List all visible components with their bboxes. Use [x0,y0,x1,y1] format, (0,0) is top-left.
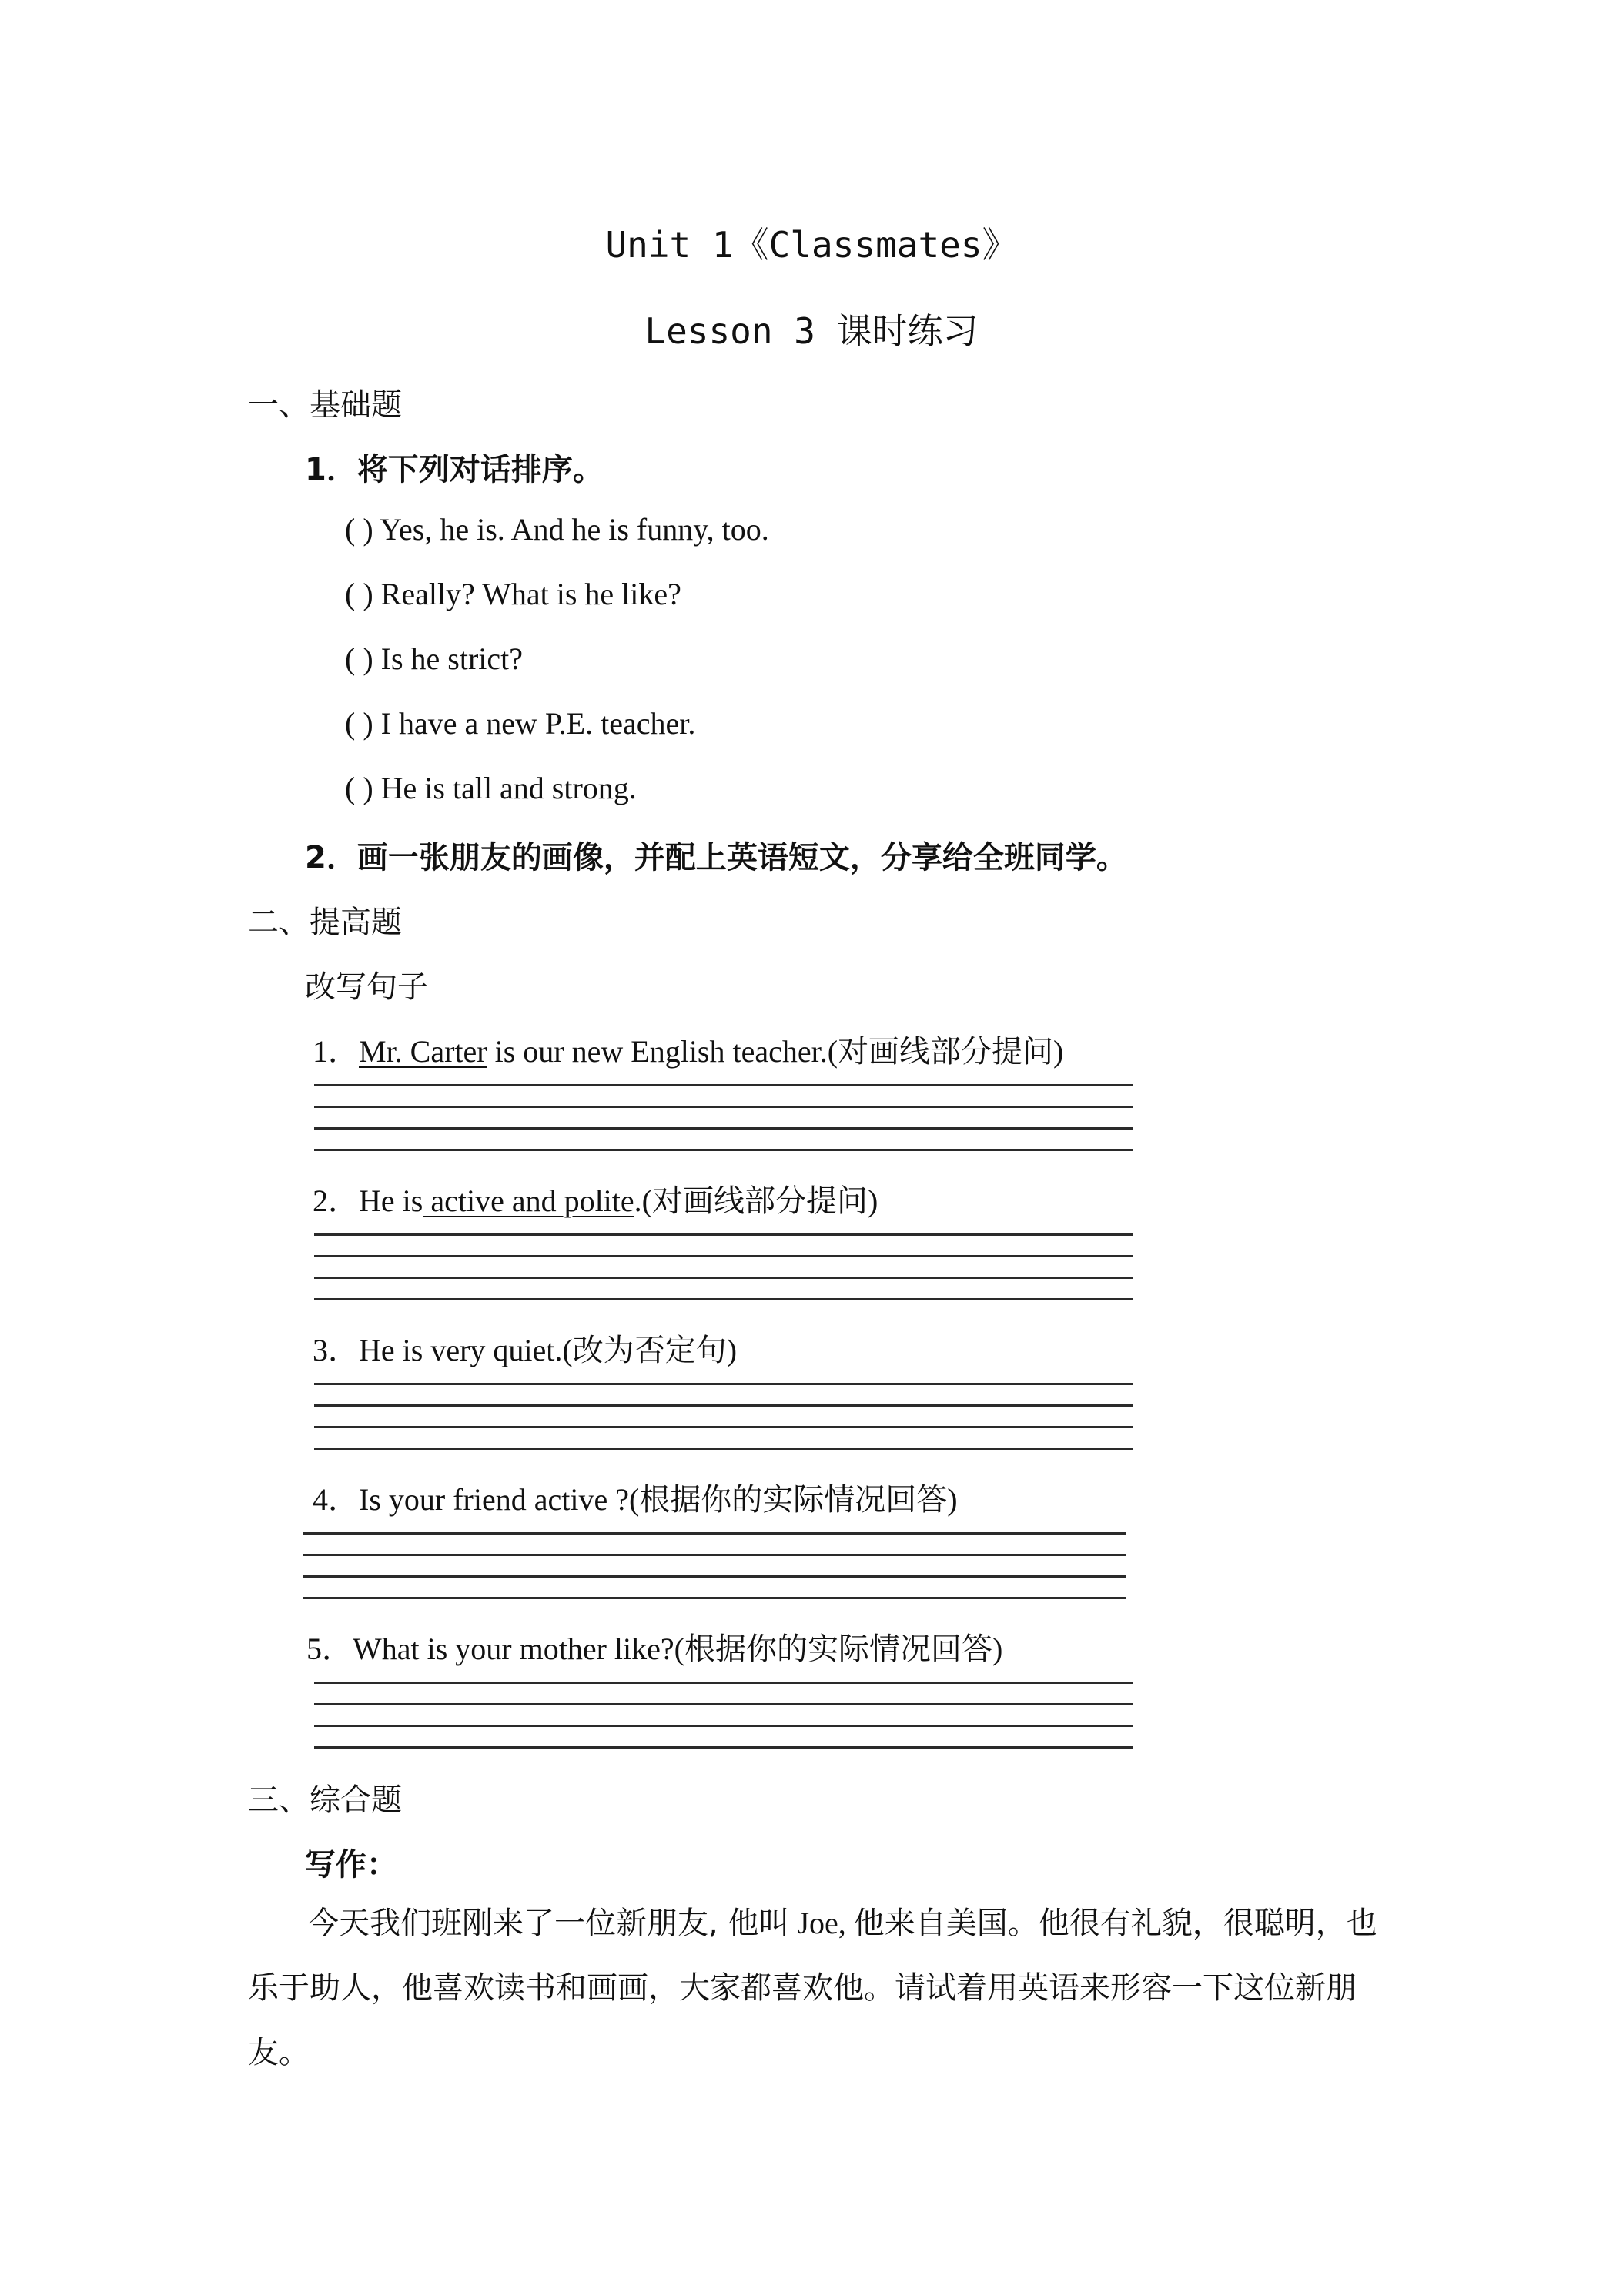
dialogue-option-1: ( ) Yes, he is. And he is funny, too. [345,512,769,547]
rewrite-item-1 [313,1027,1063,1071]
item-text: He is very quiet.(改为否定句) [359,1333,738,1367]
section3-subheading: 写作： [305,1847,397,1883]
rewrite-item-4 [313,1475,958,1519]
item-number: 1． [313,1034,359,1069]
underlined-phrase: active and polite [423,1183,634,1218]
answer-lines-5[interactable] [314,1682,1133,1768]
page-subtitle: Lesson 3 课时练习 [644,310,979,352]
section2-heading: 二、提高题 [248,905,402,940]
item-number: 3． [313,1333,359,1367]
answer-lines-2[interactable] [314,1233,1133,1320]
writing-prompt [248,1891,1387,2085]
q2-prompt: 2．画一张朋友的画像，并配上英语短文，分享给全班同学。 [305,840,1127,875]
rewrite-item-5 [306,1625,1002,1668]
answer-lines-3[interactable] [314,1383,1133,1469]
writing-prompt-name: Joe, [789,1906,854,1940]
dialogue-option-5: ( ) He is tall and strong. [345,771,637,805]
item-text-before: He is [359,1183,423,1218]
item-text: .(对画线部分提问) [634,1183,878,1218]
item-text: Is your friend active ?(根据你的实际情况回答) [359,1482,958,1517]
section1-heading: 一、基础题 [248,387,402,423]
underlined-phrase: Mr. Carter [359,1034,487,1069]
item-text: What is your mother like?(根据你的实际情况回答) [353,1632,1003,1666]
item-number: 2． [313,1183,359,1218]
page-title: Unit 1《Classmates》 [605,224,1018,266]
answer-lines-4[interactable] [303,1532,1126,1618]
item-number: 5． [306,1632,353,1666]
rewrite-item-2 [313,1176,878,1220]
answer-lines-1[interactable] [314,1084,1133,1170]
dialogue-option-3: ( ) Is he strict? [345,641,524,676]
section3-heading: 三、综合题 [248,1782,402,1818]
q1-prompt: 1．将下列对话排序。 [305,452,604,487]
item-number: 4． [313,1482,359,1517]
dialogue-option-4: ( ) I have a new P.E. teacher. [345,706,696,741]
rewrite-item-3 [313,1326,737,1370]
dialogue-option-2: ( ) Really? What is he like? [345,577,681,611]
item-text: is our new English teacher.(对画线部分提问) [487,1034,1064,1069]
section2-subheading: 改写句子 [305,969,428,1005]
writing-prompt-part1: 今天我们班刚来了一位新朋友, 他叫 [308,1906,790,1941]
writing-prompt-part2: 他来自美国。他很有礼貌，很聪明，也乐于助人，他喜欢读书和画画，大家都喜欢他。请试着用英语来形容一下这位新朋友。 [248,1906,1377,2070]
